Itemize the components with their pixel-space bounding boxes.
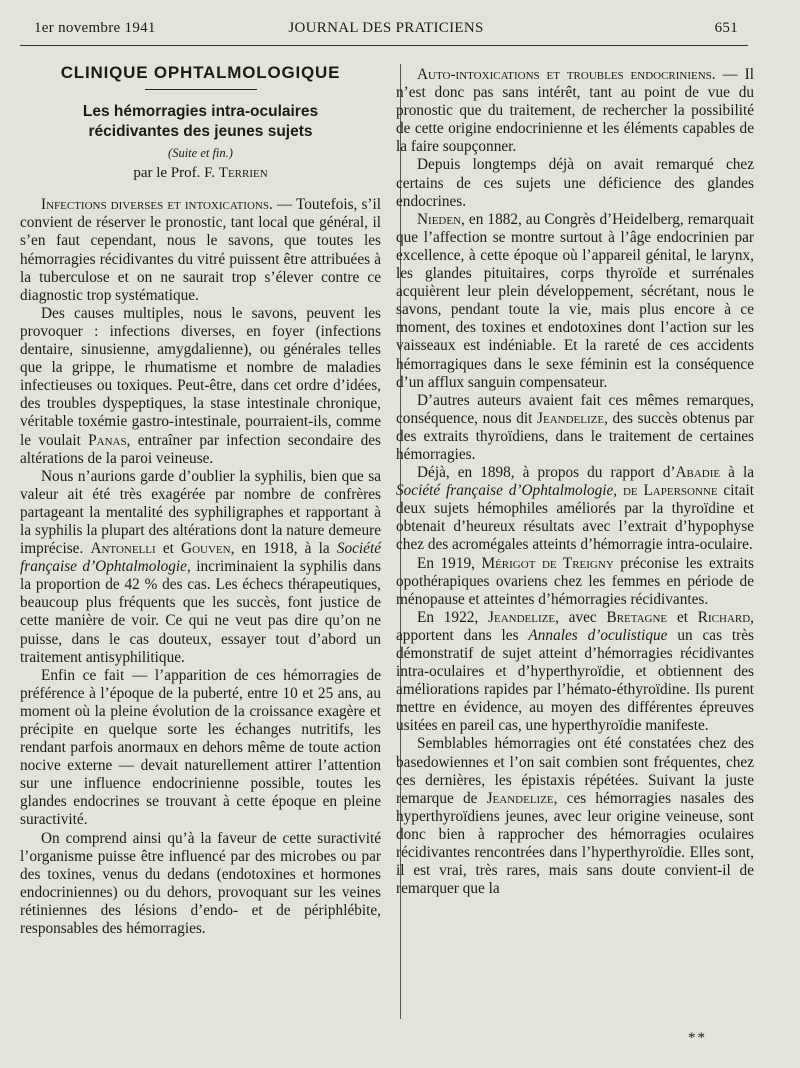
paragraph [20, 667, 381, 830]
paragraph [396, 464, 754, 554]
section-heading: Infections diverses et intoxications. [41, 196, 273, 214]
paragraph-text: , ces hémorragies nasales des hyperthyroïdiens jeunes, avec leur origine veineuse, sont donc bien à rapprocher des hémorragies oculaires récidivantes rencontrées dans l’hyperthyroïdie. Elles sont, il est vrai, très rares, mais sans doute convient-il de remarquer que la [396, 789, 754, 898]
section-rubric: CLINIQUE OPHTALMOLOGIQUE [60, 63, 341, 82]
author-name: Bretagne [606, 608, 668, 626]
paragraph [396, 392, 754, 464]
paragraph-text: Des causes multiples, nous le savons, peuvent les provoquer : infections diverses, en foyer (infections dentaire, sinusienne, amygdalienne), ou générales telles que la grippe, le rhumatisme et nombre de maladies infectieuses ou toxiques. Peut-être, dans cet ordre d’idées, des troubles dyspeptiques, la stase intestinale chronique, véritable toxémie gastro-intestinale, pourraient-ils, comme le voulait [20, 304, 381, 449]
continuation-mark: ** [688, 1030, 707, 1046]
right-column [396, 66, 754, 898]
paragraph-text: préconise les extraits opothérapiques ovariens chez les femmes en période de ménopause et atteintes d’hémorragies récidivantes. [396, 554, 754, 608]
paragraph-text: En 1922, [417, 608, 489, 626]
section-heading: Auto-intoxications et troubles endocriniens. [417, 66, 716, 83]
paragraph-text: , entraîner par infection secondaire des altérations de la paroi veineuse. [20, 431, 381, 467]
paragraph-text: Déjà, en 1898, à propos du rapport d’ [417, 464, 676, 482]
paragraph [396, 156, 754, 210]
paragraph [396, 609, 754, 736]
author-name: Panas [88, 431, 127, 449]
article-title-line2: récidivantes des jeunes sujets [88, 123, 313, 141]
running-header [34, 16, 738, 44]
header-rule [20, 45, 748, 46]
paragraph-text: Enfin ce fait — l’apparition de ces hémorragies de préférence à l’époque de la puberté, entre 10 et 25 ans, au moment où la pleine évolution de la croissance exagère et précipite en quelque sorte les échanges nutritifs, les rendant parfois anormaux en dehors même de toute action nocive externe — devait naturellement attirer l’attention sur une influence endocrinienne possible, toutes les glandes endocrines se trouvant à cette époque en pleine suractivité. [20, 666, 381, 829]
article-title-line1: Les hémorragies intra-oculaires [82, 103, 319, 121]
paragraph-text: Depuis longtemps déjà on avait remarqué chez certains de ces sujets une déficience des glandes endocrines. [396, 156, 754, 210]
header-date: 1er novembre 1941 [34, 20, 156, 36]
paragraph-text: , apportent dans les [396, 608, 754, 644]
paragraph-text: , avec [555, 608, 607, 626]
paragraph-text: , en 1918, à la [230, 540, 337, 558]
paragraph-text: , en 1882, au Congrès d’Heidelberg, remarquait que l’affection se montre surtout à l’âge endocrinien par excellence, à cette époque où l’appareil génital, le larynx, les glandes pituitaires, corps thyroïde et surrénales acquièrent leur plein développement, sécrétant, nous le savons, pendant toute la vie, mais plus encore à ce moment, des toxines et endotoxines dont l’action sur les vaisseaux est indéniable. Et la rareté de ces accidents hémorragiques dans le sexe féminin est la conséquence d’un afflux sanguin compensateur. [396, 210, 754, 391]
paragraph-text: , incriminaient la syphilis dans la proportion de 42 % des cas. Les échecs thérapeutiques, beaucoup plus fréquents que les succès, font justice de cette manière de voir. Ce qui ne veut pas dire qu’on ne puisse, dans le cas douteux, essayer tout d’abord un traitement antisyphilitique. [20, 558, 381, 666]
author-name: Richard [697, 608, 751, 626]
byline-author: Terrien [218, 165, 268, 182]
society-name: Société française d’Ophtalmologie [396, 482, 614, 500]
paragraph [20, 305, 381, 468]
paragraph [396, 211, 754, 392]
author-name: Mérigot de Treigny [481, 554, 614, 572]
paragraph-text: D’autres auteurs avaient fait ces mêmes remarques, conséquence, nous dit [396, 391, 754, 427]
article-byline [20, 164, 381, 182]
paragraph-text: et [155, 540, 182, 558]
author-name: de Lapersonne [622, 482, 718, 500]
article-suite-note: (Suite et fin.) [168, 146, 233, 161]
byline-prefix: par le Prof. F. [133, 165, 219, 182]
author-name: Antonelli [90, 540, 156, 558]
author-name: Jeandelize [486, 789, 554, 807]
paragraph [396, 735, 754, 898]
left-column [20, 62, 381, 938]
paragraph-text: , des succès obtenus par des extraits thyroïdiens, dans le traitement de certaines hémorragies. [396, 409, 754, 463]
author-name: Gouven [181, 540, 231, 558]
paragraph-text: , [613, 482, 623, 500]
paragraph-text: — Il n’est donc pas sans intérêt, tant au point de vue du pronostic que du traitement, de rechercher la possibilité de cette origine endocrinienne et les éléments capables de la faire soupçonner. [396, 66, 754, 156]
header-journal-title: JOURNAL DES PRATICIENS [288, 20, 484, 36]
paragraph-text: On comprend ainsi qu’à la faveur de cette suractivité l’organisme puisse être influencé par des microbes ou par des toxines, venus du dedans (endotoxines et hormones endocriniennes) ou du dehors, provoquant sur les veines rétiniennes des lésions d’endo- et de périphlébite, responsables des hémorragies. [20, 829, 381, 938]
author-name: Abadie [675, 464, 721, 482]
paragraph-text: En 1919, [417, 554, 482, 572]
author-name: Jeandelize [537, 409, 605, 427]
paragraph-text: Nous n’aurions garde d’oublier la syphilis, bien que sa valeur ait été très exagérée par nombre de confrères partageant la mentalité des syphiligraphes et rapportant à la syphilis la plupart des altérations dont la nature demeure imprécise. [20, 467, 381, 558]
paragraph-text: un cas très démonstratif de sujet atteint d’hémorragies récidivantes intra-oculaires et d’hyperthyroïdie, et obtiennent des améliorations rapides par l’hémato-éthyroïdine. Ils purent mettre en évidence, au moyen des différentes épreuves usitées en pareil cas, une hyperthyroïdie manifeste. [396, 626, 754, 735]
paragraph-text: Semblables hémorragies ont été constatées chez des basedowiennes et l’on sait combien sont fréquentes, chez ces dernières, les épistaxis répétées. Suivant la juste remarque de [396, 735, 754, 807]
paragraph [20, 468, 381, 667]
paragraph-text: à la [720, 464, 755, 482]
paragraph [396, 555, 754, 609]
article-title [20, 102, 381, 142]
paragraph-text: — Toutefois, s’il convient de réserver le pronostic, tant local que général, il s’en faut cependant, nous le savons, que toutes les hémorragies récidivantes du vitré puissent être attribuées à la tuberculose et on ne saurait trop s’élever contre ce diagnostic trop systématique. [20, 196, 382, 304]
paragraph [396, 66, 754, 156]
society-name: Société française d’Ophtalmologie [20, 540, 381, 576]
paragraph [20, 830, 381, 939]
author-name: Jeandelize [488, 608, 556, 626]
journal-name: Annales d’oculistique [528, 626, 668, 644]
header-page-number: 651 [714, 20, 738, 36]
rubric-rule [145, 89, 257, 90]
paragraph-text: citait deux sujets hémophiles améliorés par la thyroïdine et obtenait d’heureux résultats avec l’extrait d’hypophyse chez des acromégales atteints d’hémorragie intra-oculaire. [396, 482, 755, 554]
paragraph [20, 196, 381, 305]
author-name: Nieden [417, 210, 462, 228]
paragraph-text: et [667, 608, 698, 626]
